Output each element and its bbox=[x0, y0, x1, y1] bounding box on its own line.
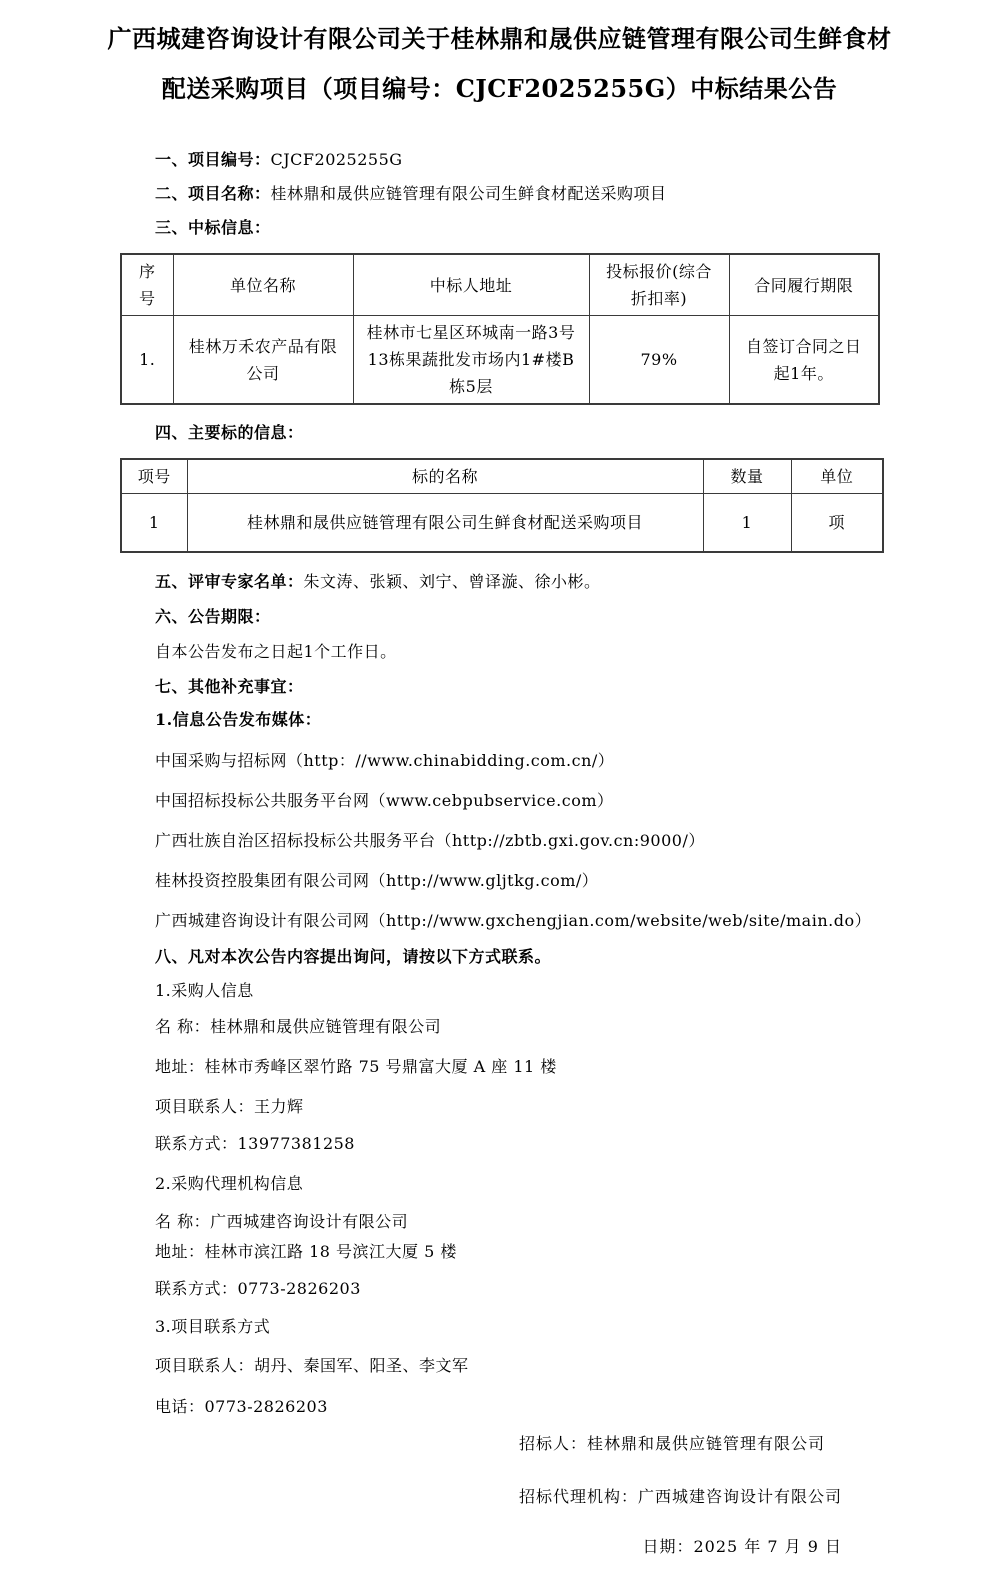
section-project-number-value: CJCF2025255G bbox=[270, 150, 403, 169]
media-item-gxi-platform: 广西壮族自治区招标投标公共服务平台（http://zbtb.gxi.gov.cn:9000/） bbox=[155, 830, 705, 850]
page-title-line2: 配送采购项目（项目编号：CJCF2025255G）中标结果公告 bbox=[161, 74, 838, 103]
media-item-chinabidding: 中国采购与招标网（http：//www.chinabidding.com.cn/） bbox=[155, 750, 615, 770]
media-item-cebpubservice: 中国招标投标公共服务平台网（www.cebpubservice.com） bbox=[155, 790, 614, 810]
award-header-price: 投标报价(综合折扣率) bbox=[589, 254, 729, 316]
subject-info-table bbox=[120, 458, 884, 553]
purchaser-address: 地址：桂林市秀峰区翠竹路 75 号鼎富大厦 A 座 11 楼 bbox=[155, 1056, 557, 1076]
signature-block bbox=[519, 1432, 842, 1559]
subject-cell-unit: 项 bbox=[791, 494, 883, 552]
purchaser-phone: 联系方式：13977381258 bbox=[155, 1133, 355, 1153]
award-header-address: 中标人地址 bbox=[353, 254, 589, 316]
section-experts-names: 朱文涛、张颖、刘宁、曾译漩、徐小彬。 bbox=[303, 571, 601, 591]
section-other-matters-heading: 七、其他补充事宜： bbox=[155, 676, 304, 696]
subject-table-row bbox=[121, 494, 883, 552]
agency-info-heading: 2.采购代理机构信息 bbox=[155, 1173, 304, 1193]
signature-date: 日期：2025 年 7 月 9 日 bbox=[642, 1537, 842, 1556]
section-announcement-period-heading: 六、公告期限： bbox=[155, 606, 271, 626]
media-item-gljtkg: 桂林投资控股集团有限公司网（http://www.gljtkg.com/） bbox=[155, 870, 599, 890]
subject-cell-qty: 1 bbox=[703, 494, 791, 552]
subject-header-name: 标的名称 bbox=[187, 459, 703, 494]
section-project-name bbox=[155, 182, 939, 206]
page-title bbox=[0, 0, 999, 114]
award-header-company: 单位名称 bbox=[173, 254, 353, 316]
purchaser-info-heading: 1.采购人信息 bbox=[155, 980, 254, 1000]
section-contact-heading: 八、凡对本次公告内容提出询问，请按以下方式联系。 bbox=[155, 946, 552, 966]
award-cell-term: 自签订合同之日起1年。 bbox=[729, 316, 879, 405]
tenderer-signature: 招标人：桂林鼎和晟供应链管理有限公司 bbox=[518, 1434, 825, 1453]
project-phone: 电话：0773-2826203 bbox=[155, 1396, 328, 1416]
project-contact-person: 项目联系人：胡丹、秦国军、阳圣、李文军 bbox=[155, 1355, 469, 1375]
media-item-gxchengjian: 广西城建咨询设计有限公司网（http://www.gxchengjian.com/website/web/site/main.do） bbox=[155, 910, 872, 930]
subject-table-header-row bbox=[121, 459, 883, 494]
section-project-name-value: 桂林鼎和晟供应链管理有限公司生鲜食材配送采购项目 bbox=[270, 184, 667, 203]
award-table-header-row bbox=[121, 254, 879, 316]
section-experts-label: 五、评审专家名单： bbox=[155, 571, 304, 591]
subject-header-qty: 数量 bbox=[703, 459, 791, 494]
agency-phone: 联系方式：0773-2826203 bbox=[155, 1278, 361, 1298]
award-cell-price: 79% bbox=[589, 316, 729, 405]
subject-header-unit: 单位 bbox=[791, 459, 883, 494]
purchaser-name: 名 称：桂林鼎和晟供应链管理有限公司 bbox=[155, 1016, 442, 1036]
award-cell-company: 桂林万禾农产品有限公司 bbox=[173, 316, 353, 405]
agency-signature: 招标代理机构：广西城建咨询设计有限公司 bbox=[518, 1487, 842, 1506]
award-cell-seq: 1. bbox=[121, 316, 173, 405]
announcement-period-text: 自本公告发布之日起1个工作日。 bbox=[155, 641, 397, 661]
award-header-term: 合同履行期限 bbox=[729, 254, 879, 316]
project-contact-heading: 3.项目联系方式 bbox=[155, 1316, 271, 1336]
agency-address: 地址：桂林市滨江路 18 号滨江大厦 5 楼 bbox=[155, 1241, 457, 1261]
purchaser-contact-person: 项目联系人：王力辉 bbox=[155, 1096, 304, 1116]
award-info-table bbox=[120, 253, 880, 405]
subject-cell-item: 1 bbox=[121, 494, 187, 552]
section-project-number-label: 一、项目编号： bbox=[155, 150, 271, 169]
section-subject-info-heading: 四、主要标的信息： bbox=[155, 423, 304, 442]
award-table-row bbox=[121, 316, 879, 405]
award-header-seq: 序号 bbox=[121, 254, 173, 316]
subject-cell-name: 桂林鼎和晟供应链管理有限公司生鲜食材配送采购项目 bbox=[187, 494, 703, 552]
section-award-info-heading: 三、中标信息： bbox=[155, 218, 271, 237]
award-cell-address: 桂林市七星区环城南一路3号13栋果蔬批发市场内1#楼B栋5层 bbox=[353, 316, 589, 405]
section-experts bbox=[155, 570, 939, 594]
agency-name: 名 称：广西城建咨询设计有限公司 bbox=[155, 1211, 409, 1231]
subject-header-item: 项号 bbox=[121, 459, 187, 494]
section-project-number bbox=[155, 148, 939, 172]
media-list-heading: 1.信息公告发布媒体： bbox=[155, 709, 322, 729]
page-title-line1: 广西城建咨询设计有限公司关于桂林鼎和晟供应链管理有限公司生鲜食材 bbox=[107, 24, 892, 53]
section-project-name-label: 二、项目名称： bbox=[155, 184, 271, 203]
